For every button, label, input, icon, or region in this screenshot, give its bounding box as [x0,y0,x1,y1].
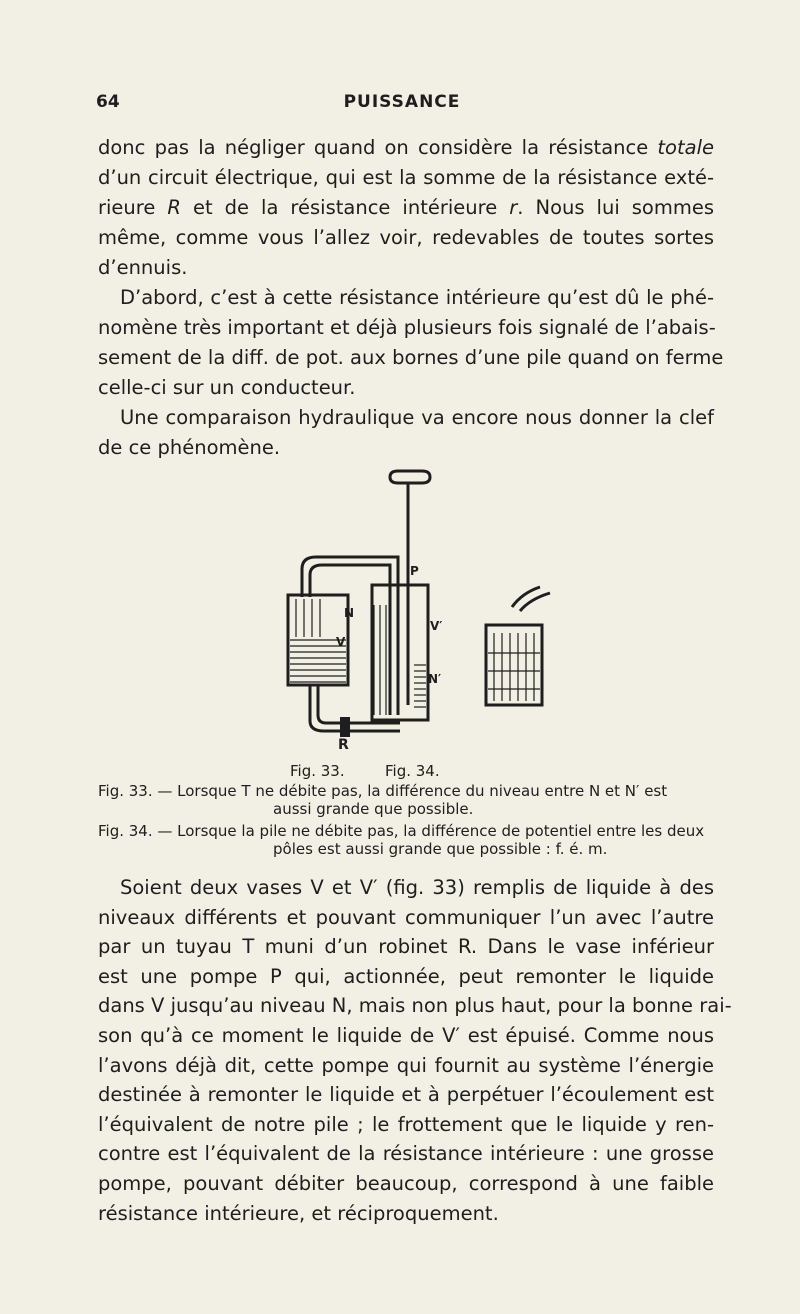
text-line: destinée à remonter le liquide et à perpétuer l’écoulement est [98,1083,714,1107]
tap-r [340,717,350,737]
fig-34-label: Fig. 34. [385,762,440,780]
text-line: l’équivalent de notre pile ; le frottement que le liquide y ren- [98,1112,714,1136]
bottom-pipe [318,685,400,723]
paragraph-3 [98,403,714,463]
text-line: celle-ci sur un conducteur. [98,376,356,399]
page-number: 64 [96,92,120,112]
label-p: P [410,564,419,578]
text-line: dans V jusqu’au niveau N, mais non plus haut, pour la bonne rai- [98,994,732,1018]
paragraph-4 [98,873,732,1228]
label-n-prime: N′ [428,672,442,686]
paragraph-2 [98,283,724,403]
text-line: son qu’à ce moment le liquide de V′ est épuisé. Comme nous [98,1023,714,1047]
pump-handle [390,471,430,483]
caption-fig-34: Fig. 34. — Lorsque la pile ne débite pas, la différence de potentiel entre les deux pôles est aussi grande que possible : f. é. m. [98,822,705,858]
text-line: nomène très important et déjà plusieurs fois signalé de l’abais- [98,316,716,339]
text-line: Une comparaison hydraulique va encore nous donner la clef [120,406,714,429]
text-line: sement de la diff. de pot. aux bornes d’une pile quand on ferme [98,346,724,369]
text-line: rieure R et de la résistance intérieure r. Nous lui sommes [98,196,714,219]
running-head: PUISSANCE [343,92,461,112]
figure-33-34 [250,465,590,765]
text-line: de ce phénomène. [98,436,281,459]
text-line: d’un circuit électrique, qui est la somme de la résistance exté- [98,166,714,189]
text-line: l’avons déjà dit, cette pompe qui fournit au système l’énergie [98,1053,714,1077]
text-line: pompe, pouvant débiter beaucoup, correspond à une faible [98,1171,714,1195]
caption-fig-33: Fig. 33. — Lorsque T ne débite pas, la différence du niveau entre N et N′ est aussi grande que possible. [98,782,668,818]
paragraph-1 [98,133,714,283]
label-v-prime: V′ [430,619,443,633]
text-line: est une pompe P qui, actionnée, peut remonter le liquide [98,964,714,988]
text-line: niveaux différents et pouvant communiquer l’un avec l’autre [98,905,714,929]
text-line: donc pas la négliger quand on considère la résistance totale [98,136,714,159]
label-v: V [336,635,346,649]
text-line: D’abord, c’est à cette résistance intérieure qu’est dû le phé- [120,286,714,309]
hydraulic-figure [250,465,590,765]
pile-wires [512,587,550,611]
pipe-t [302,557,398,715]
text-line: même, comme vous l’allez voir, redevables de toutes sortes [98,226,714,249]
label-r: R [338,737,349,753]
label-n: N [344,606,355,620]
text-line: Soient deux vases V et V′ (fig. 33) remplis de liquide à des [120,876,714,899]
fig-33-label: Fig. 33. [290,762,345,780]
text-line: par un tuyau T muni d’un robinet R. Dans le vase inférieur [98,935,714,959]
page-header [96,92,708,116]
text-line: d’ennuis. [98,256,188,279]
text-line: contre est l’équivalent de la résistance intérieure : une grosse [98,1142,714,1166]
text-line: résistance intérieure, et réciproquement. [98,1201,499,1225]
